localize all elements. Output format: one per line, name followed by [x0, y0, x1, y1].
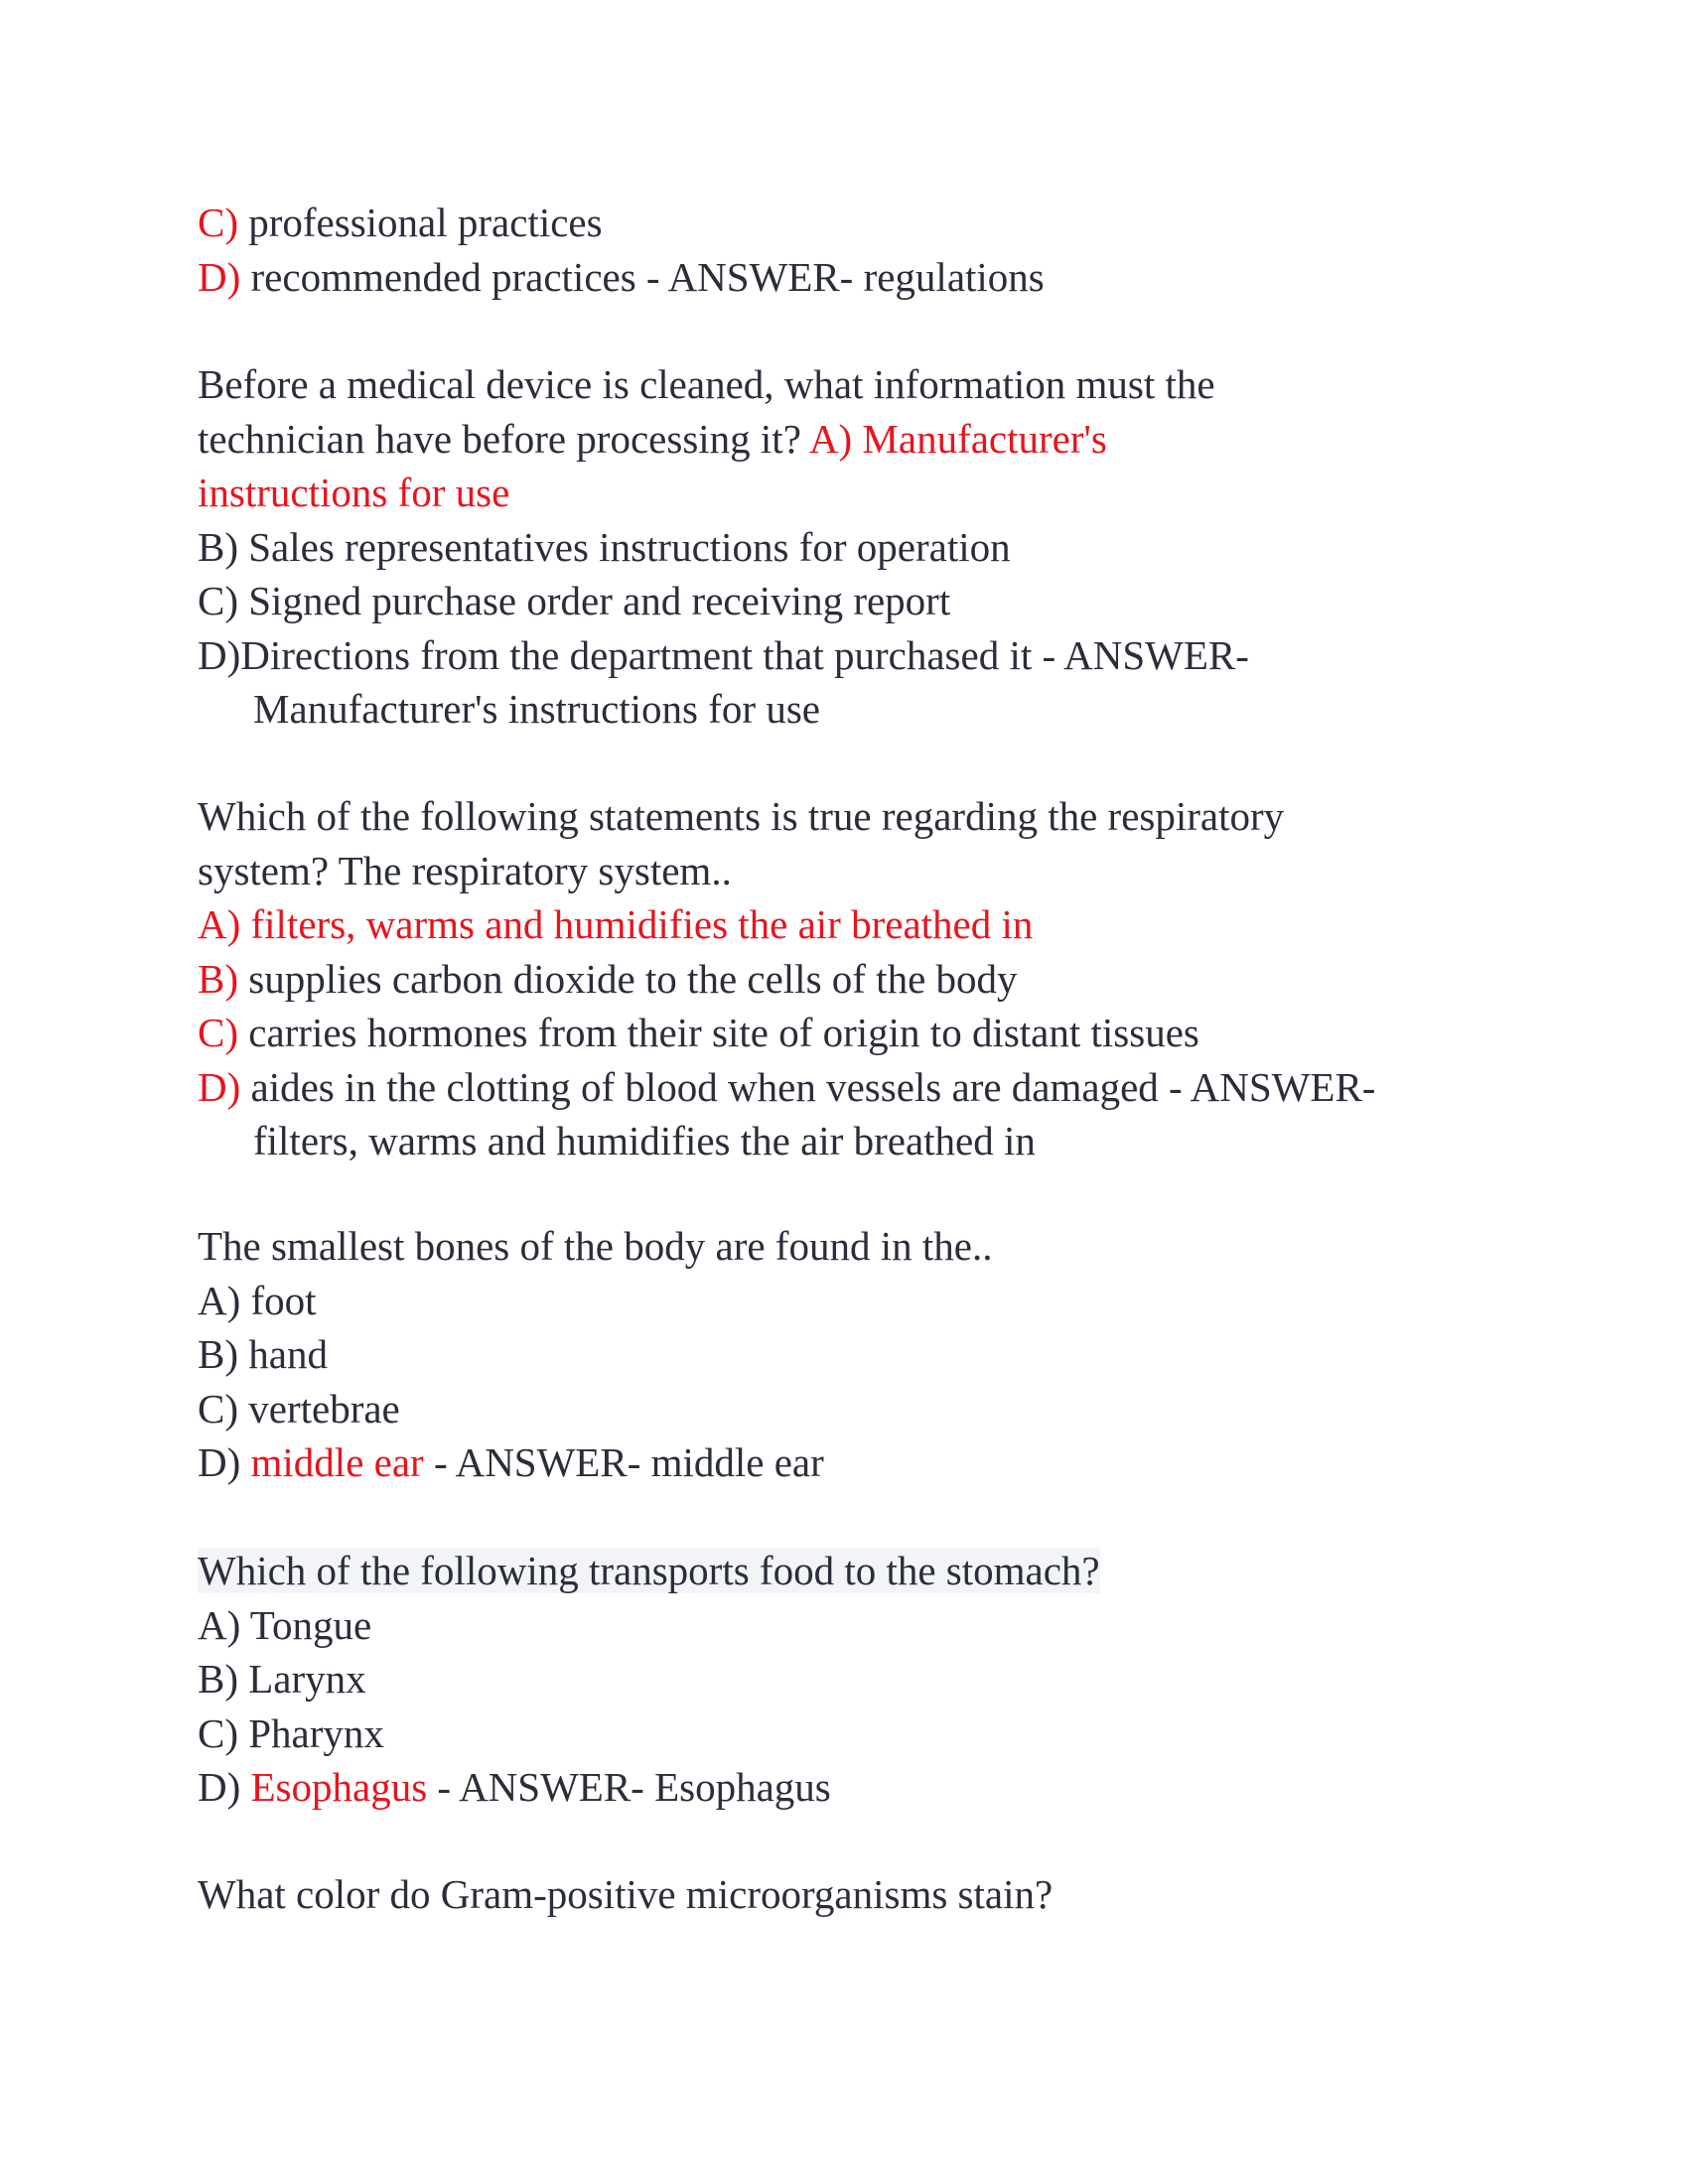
option-c-line: C) vertebrae [198, 1385, 400, 1432]
option-a-highlighted: A) filters, warms and humidifies the air breathed in [198, 901, 1034, 947]
option-d-line [198, 1435, 1488, 1490]
question-stem: Which of the following statements is true regarding the respiratory [198, 793, 1285, 839]
option-letter: B) [198, 955, 238, 1002]
option-text: Directions from the department that purchased it - ANSWER- [240, 631, 1249, 678]
option-text: recommended practices - ANSWER- regulations [250, 253, 1045, 300]
option-c-line [198, 196, 1488, 250]
option-text: aides in the clotting of blood when vessels are damaged - ANSWER- [250, 1063, 1376, 1110]
question-block-respiratory [198, 789, 1488, 1168]
question-stem: technician have before processing it? A) Manufacturer's [198, 415, 1107, 462]
option-a-continued: instructions for use [198, 470, 510, 515]
answer-continued: filters, warms and humidifies the air breathed in [253, 1118, 1036, 1163]
option-letter: D) [198, 1764, 241, 1810]
option-text: professional practices [248, 200, 603, 245]
option-a-line: A) foot [198, 1277, 317, 1323]
question-block-esophagus [198, 1544, 1488, 1815]
question-block-regulations-end [198, 196, 1488, 304]
option-d-line [198, 1060, 1488, 1115]
answer-text: - ANSWER- middle ear [433, 1439, 824, 1485]
question-stem: Which of the following transports food to the stomach? [198, 1548, 1100, 1593]
option-b-line [198, 952, 1488, 1007]
question-stem: What color do Gram-positive microorganisms stain? [198, 1871, 1054, 1917]
option-b-line: B) Larynx [198, 1656, 366, 1702]
question-block-smallest-bones [198, 1219, 1488, 1490]
option-letter: D) [198, 631, 241, 678]
option-a-highlighted: A) Manufacturer's [808, 415, 1107, 462]
option-text: supplies carbon dioxide to the cells of the body [248, 955, 1018, 1002]
question-stem: system? The respiratory system.. [198, 847, 732, 893]
answer-text: - ANSWER- Esophagus [437, 1764, 831, 1810]
option-c-line: C) Signed purchase order and receiving report [198, 578, 951, 623]
correct-answer-highlight: middle ear [250, 1439, 424, 1485]
option-d-line [198, 1760, 1488, 1815]
option-b-line: B) hand [198, 1331, 328, 1377]
correct-answer-highlight: Esophagus [250, 1764, 428, 1810]
answer-continued: Manufacturer's instructions for use [253, 686, 820, 732]
option-letter: C) [198, 200, 238, 245]
option-text: carries hormones from their site of origin to distant tissues [248, 1010, 1199, 1055]
option-a-line: A) Tongue [198, 1601, 372, 1648]
option-d-line [198, 250, 1488, 305]
question-block-medical-device [198, 357, 1488, 737]
question-stem: Before a medical device is cleaned, what information must the [198, 361, 1215, 407]
option-c-line [198, 1006, 1488, 1060]
option-letter: D) [198, 253, 241, 300]
question-stem: The smallest bones of the body are found in the.. [198, 1223, 993, 1269]
question-stem-line [198, 1544, 1488, 1598]
option-letter: D) [198, 1063, 241, 1110]
option-c-line: C) Pharynx [198, 1709, 384, 1756]
question-block-gram-positive [198, 1867, 1488, 1922]
option-letter: C) [198, 1010, 238, 1055]
option-d-line [198, 628, 1488, 683]
option-letter: D) [198, 1439, 241, 1485]
option-b-line: B) Sales representatives instructions for operation [198, 523, 1011, 570]
